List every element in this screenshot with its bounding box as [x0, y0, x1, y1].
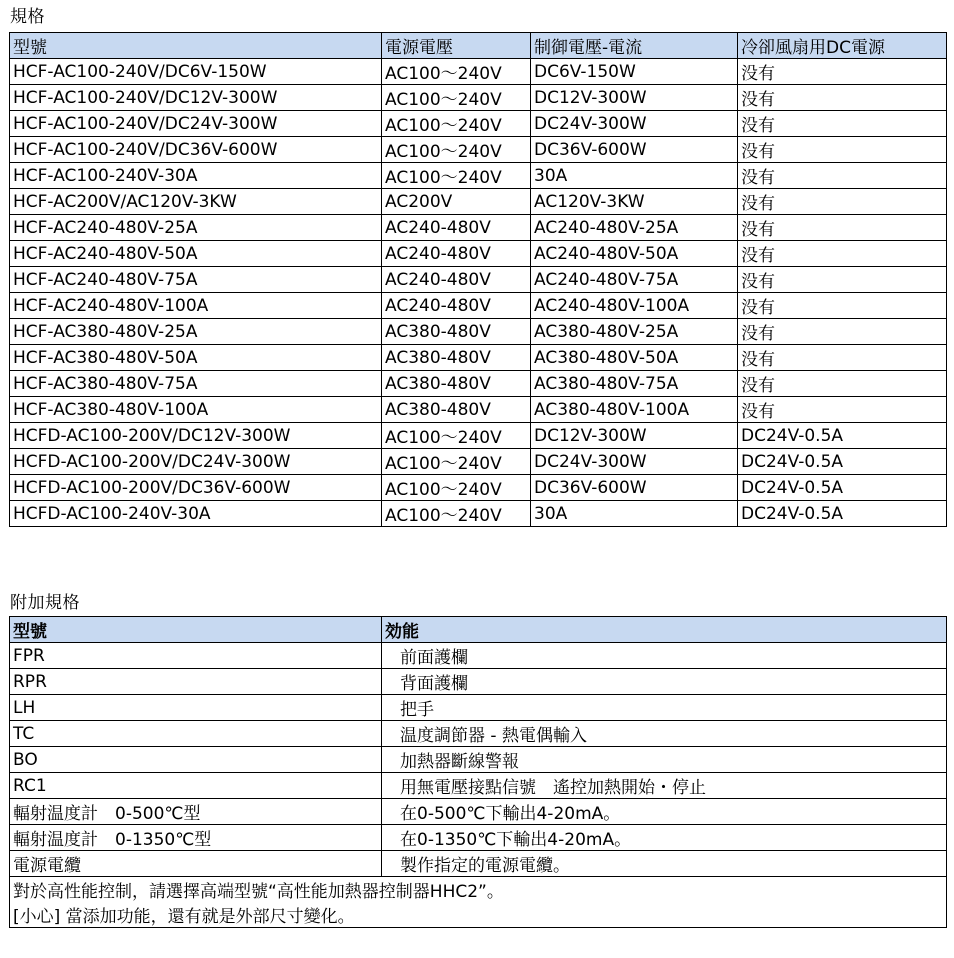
options-cell-model: RC1 — [10, 773, 382, 799]
options-row — [10, 773, 947, 799]
spec-row — [10, 319, 947, 345]
options-cell-function: 加熱器斷線警報 — [382, 747, 947, 773]
spec-row — [10, 215, 947, 241]
options-row — [10, 669, 947, 695]
options-cell-model: BO — [10, 747, 382, 773]
spec-table — [9, 32, 947, 527]
options-table — [9, 616, 947, 928]
spec-cell-voltage: AC100〜240V — [382, 501, 531, 527]
options-row — [10, 695, 947, 721]
spec-row — [10, 241, 947, 267]
options-note: 對於高性能控制，請選擇高端型號“高性能加熱器控制器HHC2”。 — [10, 877, 947, 903]
options-header-model: 型號 — [10, 617, 382, 643]
spec-cell-voltage: AC240-480V — [382, 267, 531, 293]
spec-cell-voltage: AC380-480V — [382, 345, 531, 371]
spec-cell-fan: 没有 — [738, 319, 947, 345]
spec-cell-voltage: AC100〜240V — [382, 163, 531, 189]
spec-cell-model: HCF-AC240-480V-50A — [10, 241, 382, 267]
spec-cell-control: DC24V-300W — [531, 111, 738, 137]
options-cell-function: 用無電壓接點信號 遙控加熱開始・停止 — [382, 773, 947, 799]
spec-cell-model: HCF-AC100-240V-30A — [10, 163, 382, 189]
spec-cell-fan: 没有 — [738, 267, 947, 293]
spec-cell-fan: 没有 — [738, 215, 947, 241]
spec-cell-voltage: AC240-480V — [382, 215, 531, 241]
spec-cell-fan: 没有 — [738, 345, 947, 371]
spec-cell-model: HCF-AC380-480V-75A — [10, 371, 382, 397]
spec-cell-model: HCF-AC240-480V-100A — [10, 293, 382, 319]
spec-cell-control: DC6V-150W — [531, 59, 738, 85]
spec-cell-control: AC380-480V-100A — [531, 397, 738, 423]
spec-row — [10, 397, 947, 423]
spec-cell-control: AC240-480V-25A — [531, 215, 738, 241]
spec-cell-model: HCF-AC380-480V-25A — [10, 319, 382, 345]
spec-cell-control: DC36V-600W — [531, 475, 738, 501]
spec-cell-control: DC36V-600W — [531, 137, 738, 163]
options-cell-function: 在0-1350℃下輸出4-20mA。 — [382, 825, 947, 851]
options-row — [10, 643, 947, 669]
options-body — [10, 643, 947, 928]
spec-cell-voltage: AC100〜240V — [382, 475, 531, 501]
options-cell-function: 背面護欄 — [382, 669, 947, 695]
options-cell-function: 前面護欄 — [382, 643, 947, 669]
spec-row — [10, 475, 947, 501]
spec-cell-fan: 没有 — [738, 111, 947, 137]
options-note: [小心] 當添加功能，還有就是外部尺寸變化。 — [10, 902, 947, 928]
spec-cell-control: AC240-480V-50A — [531, 241, 738, 267]
spec-row — [10, 501, 947, 527]
spec-cell-fan: 没有 — [738, 397, 947, 423]
options-section-title: 附加規格 — [10, 593, 80, 613]
spec-cell-fan: DC24V-0.5A — [738, 449, 947, 475]
spec-cell-model: HCF-AC240-480V-25A — [10, 215, 382, 241]
options-cell-model: 電源電纜 — [10, 851, 382, 877]
spec-row — [10, 371, 947, 397]
spec-cell-control: AC380-480V-50A — [531, 345, 738, 371]
spec-cell-control: AC380-480V-75A — [531, 371, 738, 397]
spec-cell-fan: DC24V-0.5A — [738, 501, 947, 527]
options-row — [10, 851, 947, 877]
spec-cell-voltage: AC240-480V — [382, 293, 531, 319]
spec-cell-fan: 没有 — [738, 163, 947, 189]
options-cell-model: TC — [10, 721, 382, 747]
options-header-row — [10, 617, 947, 643]
spec-cell-model: HCFD-AC100-200V/DC12V-300W — [10, 423, 382, 449]
spec-row — [10, 111, 947, 137]
spec-cell-control: AC380-480V-25A — [531, 319, 738, 345]
spec-body — [10, 59, 947, 527]
spec-cell-model: HCF-AC100-240V/DC36V-600W — [10, 137, 382, 163]
spec-cell-voltage: AC380-480V — [382, 371, 531, 397]
options-cell-function: 温度調節器 - 熱電偶輸入 — [382, 721, 947, 747]
spec-cell-voltage: AC100〜240V — [382, 449, 531, 475]
spec-header-fan: 冷卻風扇用DC電源 — [738, 33, 947, 59]
options-cell-model: RPR — [10, 669, 382, 695]
spec-cell-fan: 没有 — [738, 293, 947, 319]
spec-cell-voltage: AC380-480V — [382, 397, 531, 423]
spec-section-title: 規格 — [10, 7, 45, 27]
spec-cell-control: AC120V-3KW — [531, 189, 738, 215]
spec-cell-model: HCF-AC380-480V-50A — [10, 345, 382, 371]
spec-row — [10, 163, 947, 189]
spec-cell-control: DC12V-300W — [531, 85, 738, 111]
spec-cell-voltage: AC100〜240V — [382, 59, 531, 85]
spec-cell-control: AC240-480V-100A — [531, 293, 738, 319]
options-cell-model: FPR — [10, 643, 382, 669]
spec-cell-model: HCF-AC380-480V-100A — [10, 397, 382, 423]
options-row — [10, 825, 947, 851]
spec-cell-voltage: AC240-480V — [382, 241, 531, 267]
spec-cell-voltage: AC100〜240V — [382, 423, 531, 449]
options-cell-function: 把手 — [382, 695, 947, 721]
spec-cell-control: 30A — [531, 163, 738, 189]
options-row — [10, 747, 947, 773]
spec-row — [10, 267, 947, 293]
spec-cell-model: HCF-AC240-480V-75A — [10, 267, 382, 293]
spec-cell-model: HCFD-AC100-200V/DC24V-300W — [10, 449, 382, 475]
spec-cell-control: AC240-480V-75A — [531, 267, 738, 293]
spec-row — [10, 449, 947, 475]
options-cell-function: 在0-500℃下輸出4-20mA。 — [382, 799, 947, 825]
spec-cell-voltage: AC200V — [382, 189, 531, 215]
spec-row — [10, 293, 947, 319]
spec-row — [10, 345, 947, 371]
spec-cell-fan: 没有 — [738, 137, 947, 163]
options-note-row — [10, 877, 947, 903]
options-row — [10, 799, 947, 825]
spec-cell-voltage: AC100〜240V — [382, 85, 531, 111]
spec-row — [10, 137, 947, 163]
spec-cell-voltage: AC100〜240V — [382, 111, 531, 137]
options-cell-model: 輻射温度計 0-500℃型 — [10, 799, 382, 825]
spec-cell-fan: 没有 — [738, 189, 947, 215]
spec-cell-fan: 没有 — [738, 59, 947, 85]
options-header-function: 効能 — [382, 617, 947, 643]
spec-cell-fan: DC24V-0.5A — [738, 423, 947, 449]
options-note-row — [10, 902, 947, 928]
spec-header-row — [10, 33, 947, 59]
spec-cell-control: DC24V-300W — [531, 449, 738, 475]
spec-cell-model: HCFD-AC100-200V/DC36V-600W — [10, 475, 382, 501]
spec-row — [10, 85, 947, 111]
spec-cell-control: DC12V-300W — [531, 423, 738, 449]
spec-cell-control: 30A — [531, 501, 738, 527]
spec-cell-model: HCF-AC100-240V/DC12V-300W — [10, 85, 382, 111]
spec-cell-model: HCFD-AC100-240V-30A — [10, 501, 382, 527]
spec-header-voltage: 電源電壓 — [382, 33, 531, 59]
spec-cell-fan: 没有 — [738, 85, 947, 111]
spec-header-control: 制御電壓-電流 — [531, 33, 738, 59]
options-row — [10, 721, 947, 747]
options-cell-model: 輻射温度計 0-1350℃型 — [10, 825, 382, 851]
spec-cell-fan: 没有 — [738, 371, 947, 397]
options-cell-function: 製作指定的電源電纜。 — [382, 851, 947, 877]
spec-row — [10, 59, 947, 85]
spec-header-model: 型號 — [10, 33, 382, 59]
spec-cell-voltage: AC100〜240V — [382, 137, 531, 163]
spec-row — [10, 189, 947, 215]
spec-cell-fan: DC24V-0.5A — [738, 475, 947, 501]
spec-cell-model: HCF-AC200V/AC120V-3KW — [10, 189, 382, 215]
spec-cell-model: HCF-AC100-240V/DC6V-150W — [10, 59, 382, 85]
spec-cell-model: HCF-AC100-240V/DC24V-300W — [10, 111, 382, 137]
spec-row — [10, 423, 947, 449]
spec-cell-fan: 没有 — [738, 241, 947, 267]
options-cell-model: LH — [10, 695, 382, 721]
spec-cell-voltage: AC380-480V — [382, 319, 531, 345]
